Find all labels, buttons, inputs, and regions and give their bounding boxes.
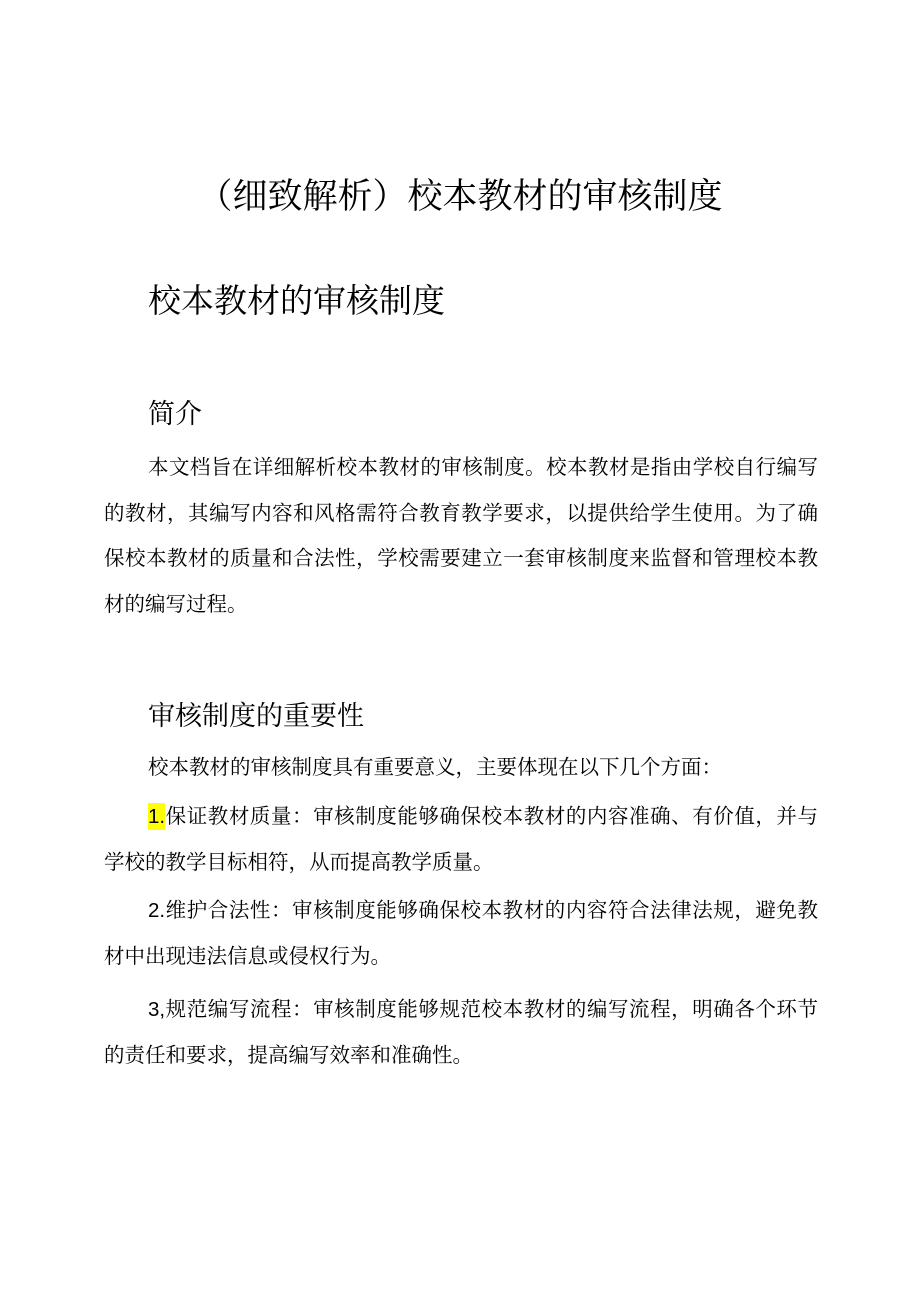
list-item-1-number: 1. bbox=[148, 805, 166, 828]
importance-lead-paragraph: 校本教材的审核制度具有重要意义，主要体现在以下几个方面： bbox=[148, 755, 722, 779]
list-item-3 bbox=[104, 987, 818, 1078]
document-subtitle: 校本教材的审核制度 bbox=[148, 281, 445, 320]
intro-paragraph: 本文档旨在详细解析校本教材的审核制度。校本教材是指由学校自行编写的教材，其编写内容和风格需符合教育教学要求，以提供给学生使用。为了确保校本教材的质量和合法性，学校需要建立一套审核制度来监督和管理校本教材的编写过程。 bbox=[104, 455, 818, 616]
list-item-2 bbox=[104, 888, 818, 979]
section-heading-intro: 简介 bbox=[148, 399, 202, 430]
list-item-1 bbox=[104, 794, 818, 885]
list-item-1-text: 保证教材质量：审核制度能够确保校本教材的内容准确、有价值，并与学校的教学目标相符，从而提高教学质量。 bbox=[104, 804, 818, 874]
document-title: （细致解析）校本教材的审核制度 bbox=[197, 177, 723, 217]
list-item-3-number: 3, bbox=[148, 998, 166, 1021]
list-item-2-number: 2. bbox=[148, 899, 166, 922]
list-item-2-text: 维护合法性：审核制度能够确保校本教材的内容符合法律法规，避免教材中出现违法信息或侵权行为。 bbox=[104, 898, 818, 968]
section-heading-importance: 审核制度的重要性 bbox=[148, 701, 364, 732]
list-item-3-text: 规范编写流程：审核制度能够规范校本教材的编写流程，明确各个环节的责任和要求，提高编写效率和准确性。 bbox=[104, 997, 818, 1067]
